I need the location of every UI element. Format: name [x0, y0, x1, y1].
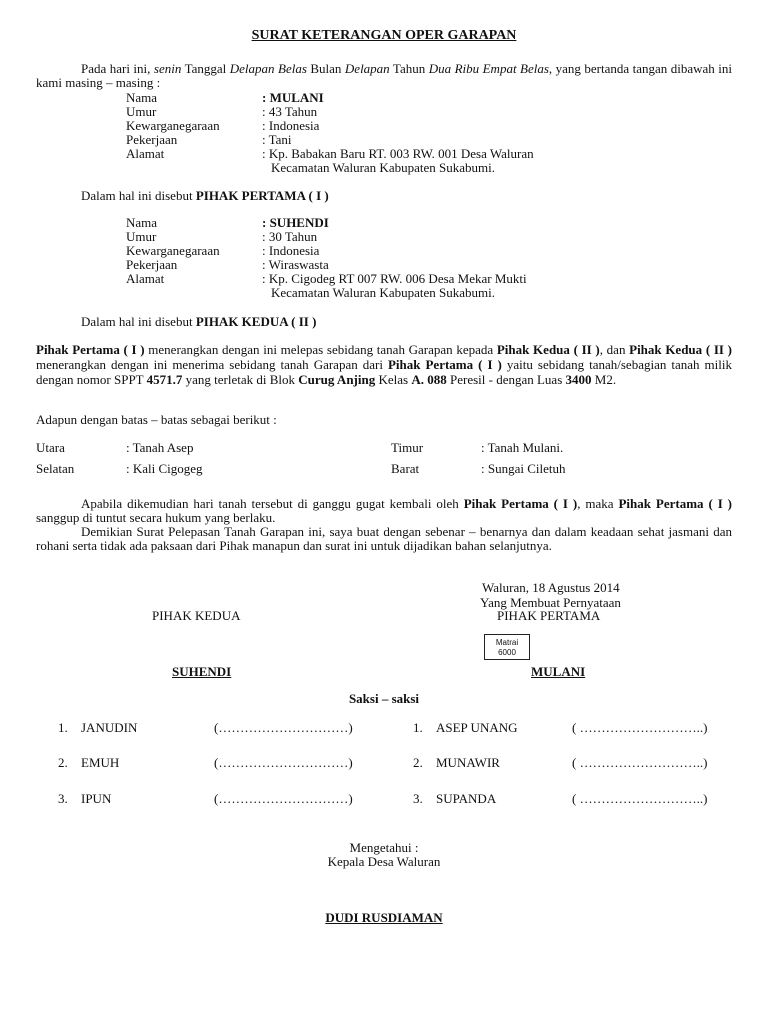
intro-month: Delapan	[344, 61, 390, 76]
party1-label-nationality: Kewarganegaraan	[126, 118, 220, 133]
closing-text: Apabila dikemudian hari tanah tersebut di ganggu gugat kembali oleh	[81, 496, 464, 511]
party2-label-address: Alamat	[126, 271, 165, 286]
witness-number: 3.	[413, 791, 423, 806]
first-party-role: PIHAK PERTAMA	[497, 608, 601, 623]
village-head-title: Kepala Desa Waluran	[327, 854, 441, 869]
body-text: Pihak Pertama ( I )	[36, 342, 145, 357]
intro-text: Tanggal	[181, 61, 230, 76]
sppt-number: 4571.7	[146, 372, 183, 387]
witness-number: 1.	[413, 720, 423, 735]
boundary-value: : Sungai Ciletuh	[481, 461, 566, 476]
body-text: menerangkan dengan ini melepas sebidang tanah Garapan kepada	[144, 342, 497, 357]
boundary-value: : Tanah Asep	[126, 440, 194, 455]
boundary-direction: Selatan	[36, 461, 75, 476]
boundaries-intro: Adapun dengan batas – batas sebagai berikut :	[36, 412, 277, 427]
party2-value-nationality: : Indonesia	[262, 243, 320, 258]
party2-value-age: : 30 Tahun	[262, 229, 318, 244]
witness-name: ASEP UNANG	[436, 720, 518, 735]
witness-name: JANUDIN	[81, 720, 138, 735]
body-text: Kelas	[375, 372, 412, 387]
party1-label-name: Nama	[126, 90, 158, 105]
party1-designation	[81, 189, 329, 203]
boundary-value: : Kali Cigogeg	[126, 461, 203, 476]
body-text: yang terletak di Blok	[182, 372, 299, 387]
designation-label: PIHAK PERTAMA ( I )	[195, 188, 329, 203]
document-title: SURAT KETERANGAN OPER GARAPAN	[251, 28, 517, 43]
party2-label-nationality: Kewarganegaraan	[126, 243, 220, 258]
stamp-value: 6000	[498, 648, 516, 657]
intro-paragraph	[36, 62, 732, 90]
class-number: A. 088	[411, 372, 447, 387]
party1-value-nationality: : Indonesia	[262, 118, 320, 133]
body-text: Pihak Pertama ( I )	[387, 357, 502, 372]
party1-label-address: Alamat	[126, 146, 165, 161]
closing-text: Demikian Surat Pelepasan Tanah Garapan ini, saya buat dengan sebenar – benarnya dan dalam keadaan sehat jasmani dan rohani serta tidak ada paksaan dari Pihak manapun dan surat ini untuk dijadikan bahan selanjutnya.	[36, 524, 732, 553]
body-text: yaitu sebidang tanah/sebagian tanah milik dengan nomor SPPT	[36, 357, 732, 387]
body-text: Peresil - dengan Luas	[446, 372, 566, 387]
body-text: Pihak Kedua ( II )	[496, 342, 600, 357]
intro-text: Pada hari ini,	[81, 61, 154, 76]
intro-text: Tahun	[389, 61, 429, 76]
witness-signature-line: (…………………………)	[214, 791, 353, 806]
closing-text: , maka	[577, 496, 619, 511]
party2-designation	[81, 315, 316, 329]
body-text: , dan	[599, 342, 630, 357]
witness-number: 1.	[58, 720, 68, 735]
witness-name: IPUN	[81, 791, 112, 806]
witness-signature-line: (…………………………)	[214, 755, 353, 770]
party2-label-occupation: Pekerjaan	[126, 257, 178, 272]
village-head-name: DUDI RUSDIAMAN	[325, 910, 443, 925]
body-text: menerangkan dengan ini menerima sebidang tanah Garapan dari	[36, 357, 388, 372]
party1-value-occupation: : Tani	[262, 132, 292, 147]
approval-label: Mengetahui :	[349, 840, 419, 855]
party2-value-name: : SUHENDI	[262, 215, 329, 230]
designation-prefix: Dalam hal ini disebut	[81, 314, 196, 329]
boundary-direction: Utara	[36, 440, 65, 455]
party1-value-address: : Kp. Babakan Baru RT. 003 RW. 001 Desa Waluran	[262, 146, 534, 161]
witness-name: MUNAWIR	[436, 755, 500, 770]
place-date: Waluran, 18 Agustus 2014	[482, 580, 620, 595]
witness-name: EMUH	[81, 755, 120, 770]
second-party-role: PIHAK KEDUA	[152, 608, 241, 623]
boundary-direction: Barat	[391, 461, 420, 476]
body-text: Pihak Kedua ( II )	[629, 342, 732, 357]
party2-label-name: Nama	[126, 215, 158, 230]
closing-paragraph-1	[36, 497, 732, 525]
second-party-name: SUHENDI	[172, 664, 232, 679]
intro-year: Dua Ribu Empat Belas	[428, 61, 549, 76]
witness-signature-line: ( ………………………..)	[572, 755, 708, 770]
intro-text: , yang bertanda tangan dibawah ini kami masing – masing :	[36, 61, 732, 90]
witness-signature-line: ( ………………………..)	[572, 720, 708, 735]
party1-value-name: : MULANI	[262, 90, 324, 105]
witness-number: 3.	[58, 791, 68, 806]
designation-label: PIHAK KEDUA ( II )	[195, 314, 317, 329]
first-party-name: MULANI	[531, 664, 586, 679]
witness-number: 2.	[58, 755, 68, 770]
party2-address-line2: Kecamatan Waluran Kabupaten Sukabumi.	[271, 285, 495, 300]
stamp-label: Matrai	[495, 638, 519, 647]
party1-label-age: Umur	[126, 104, 157, 119]
body-text: M2.	[591, 372, 617, 387]
duty-stamp	[484, 634, 530, 660]
land-area: 3400	[565, 372, 592, 387]
block-name: Curug Anjing	[298, 372, 376, 387]
intro-day: senin	[153, 61, 182, 76]
statement-maker: Yang Membuat Pernyataan	[480, 595, 621, 610]
boundary-value: : Tanah Mulani.	[481, 440, 564, 455]
body-paragraph	[36, 342, 732, 387]
party1-value-age: : 43 Tahun	[262, 104, 318, 119]
party1-label-occupation: Pekerjaan	[126, 132, 178, 147]
closing-text: Pihak Pertama ( I )	[618, 496, 732, 511]
witness-name: SUPANDA	[436, 791, 497, 806]
closing-text: sanggup di tuntut secara hukum yang berlaku.	[36, 510, 276, 525]
designation-prefix: Dalam hal ini disebut	[81, 188, 196, 203]
witness-number: 2.	[413, 755, 423, 770]
party1-address-line2: Kecamatan Waluran Kabupaten Sukabumi.	[271, 160, 495, 175]
intro-date: Delapan Belas	[229, 61, 307, 76]
party2-label-age: Umur	[126, 229, 157, 244]
witnesses-title: Saksi – saksi	[348, 691, 420, 706]
closing-paragraph-2	[36, 525, 732, 553]
party2-value-occupation: : Wiraswasta	[262, 257, 329, 272]
party2-value-address: : Kp. Cigodeg RT 007 RW. 006 Desa Mekar Mukti	[262, 271, 527, 286]
witness-signature-line: (…………………………)	[214, 720, 353, 735]
intro-text: Bulan	[306, 61, 345, 76]
boundary-direction: Timur	[391, 440, 424, 455]
witness-signature-line: ( ………………………..)	[572, 791, 708, 806]
closing-text: Pihak Pertama ( I )	[463, 496, 578, 511]
